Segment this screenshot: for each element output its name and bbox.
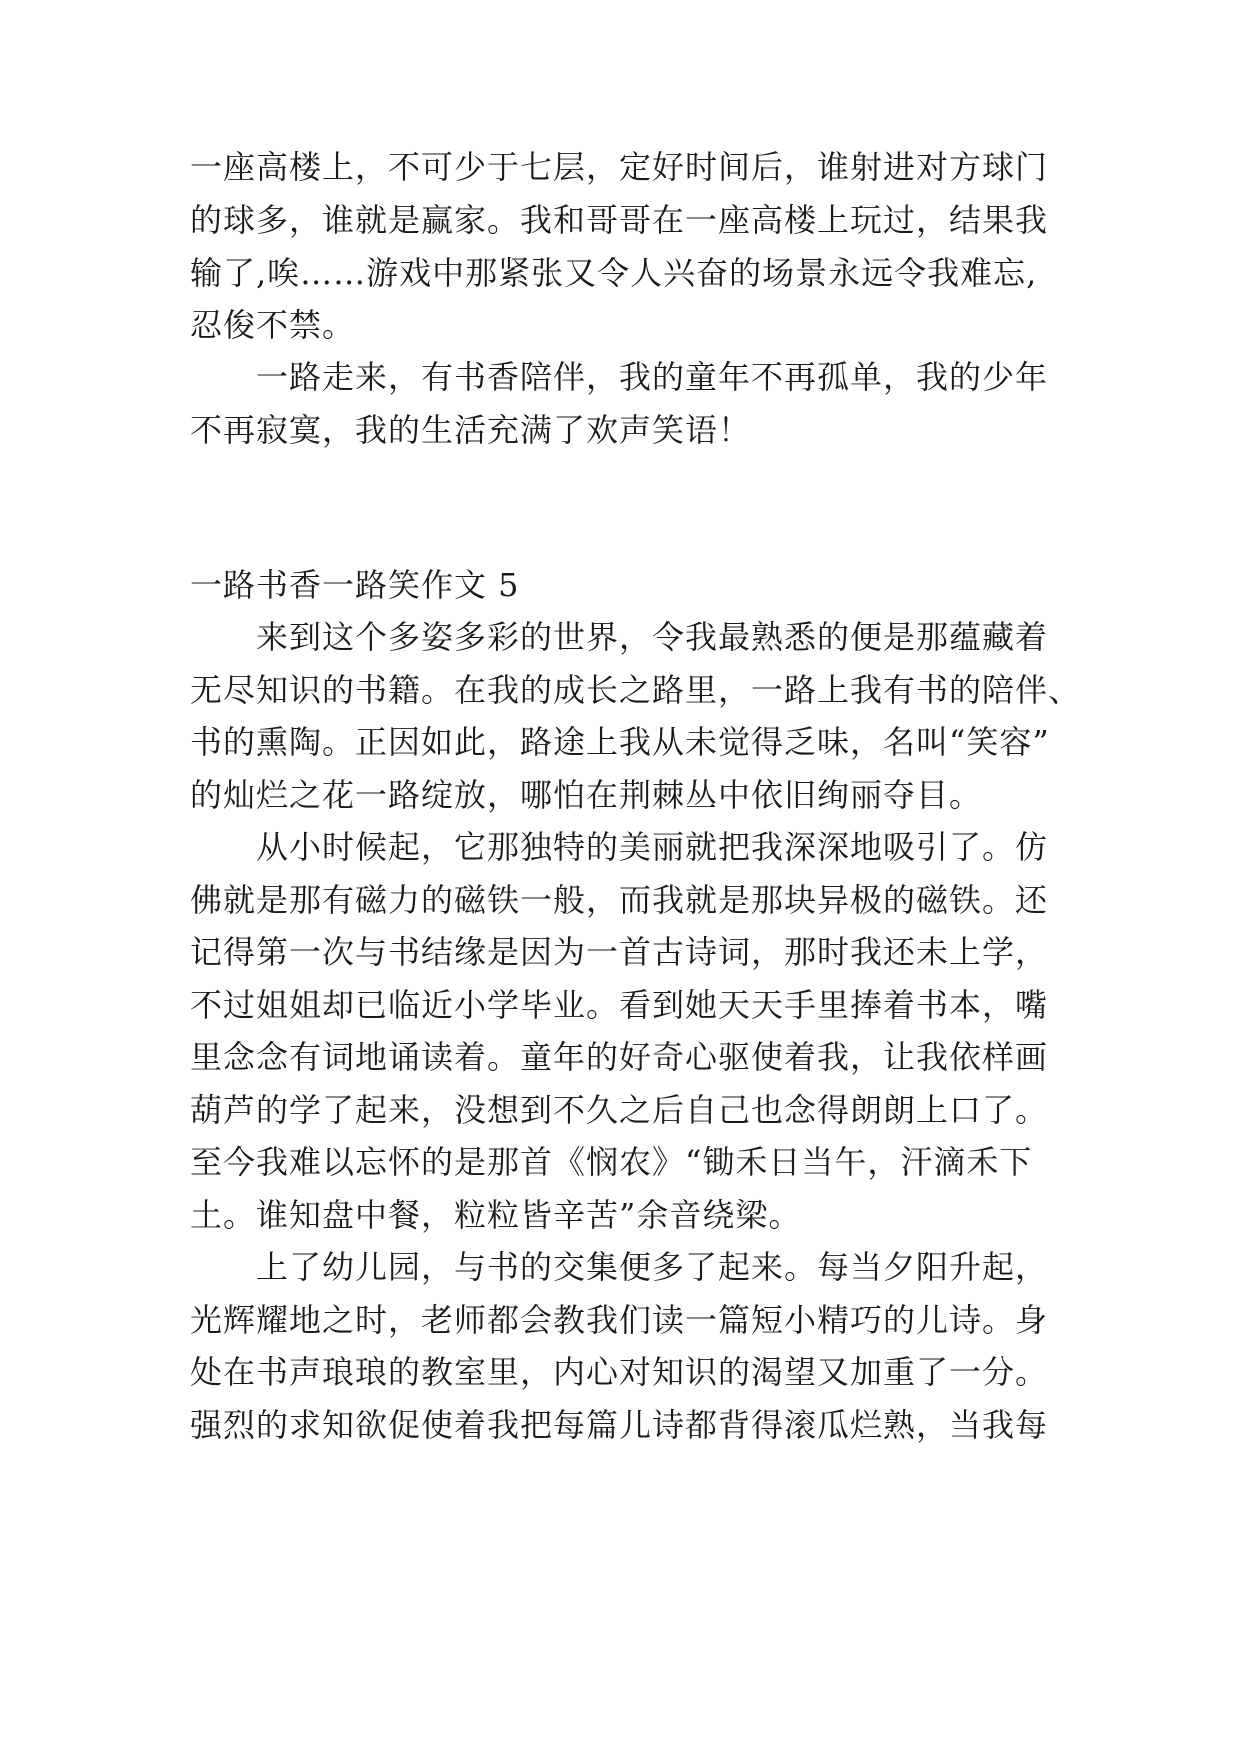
paragraph-line: 的球多，谁就是赢家。我和哥哥在一座高楼上玩过，结果我 <box>190 201 1049 239</box>
paragraph-line: 无尽知识的书籍。在我的成长之路里，一路上我有书的陪伴、 <box>190 671 1082 709</box>
paragraph-line: 从小时候起，它那独特的美丽就把我深深地吸引了。仿 <box>256 828 1049 866</box>
paragraph-line: 忍俊不禁。 <box>190 306 356 344</box>
paragraph-line: 里念念有词地诵读着。童年的好奇心驱使着我，让我依样画 <box>190 1038 1049 1076</box>
paragraph-line: 强烈的求知欲促使着我把每篇儿诗都背得滚瓜烂熟，当我每 <box>190 1406 1049 1444</box>
paragraph-line: 书的熏陶。正因如此，路途上我从未觉得乏味，名叫“笑容” <box>190 723 1050 761</box>
paragraph-line: 不再寂寞，我的生活充满了欢声笑语！ <box>190 411 752 449</box>
paragraph-line: 处在书声琅琅的教室里，内心对知识的渴望又加重了一分。 <box>190 1353 1049 1391</box>
paragraph-line: 土。谁知盘中餐，粒粒皆辛苦”余音绕梁。 <box>190 1196 802 1234</box>
paragraph-line: 不过姐姐却已临近小学毕业。看到她天天手里捧着书本，嘴 <box>190 986 1049 1024</box>
paragraph-line: 一路走来，有书香陪伴，我的童年不再孤单，我的少年 <box>256 358 1049 396</box>
paragraph-line: 光辉耀地之时，老师都会教我们读一篇短小精巧的儿诗。身 <box>190 1301 1049 1339</box>
paragraph-line: 上了幼儿园，与书的交集便多了起来。每当夕阳升起， <box>256 1248 1049 1286</box>
paragraph-line: 佛就是那有磁力的磁铁一般，而我就是那块异极的磁铁。还 <box>190 881 1049 919</box>
paragraph-line: 来到这个多姿多彩的世界，令我最熟悉的便是那蕴藏着 <box>256 618 1049 656</box>
paragraph-line: 的灿烂之花一路绽放，哪怕在荆棘丛中依旧绚丽夺目。 <box>190 776 983 814</box>
paragraph-line: 记得第一次与书结缘是因为一首古诗词，那时我还未上学， <box>190 933 1049 971</box>
paragraph-line: 葫芦的学了起来，没想到不久之后自己也念得朗朗上口了。 <box>190 1091 1049 1129</box>
section-heading: 一路书香一路笑作文 5 <box>190 566 520 604</box>
paragraph-line: 输了,唉……游戏中那紧张又令人兴奋的场景永远令我难忘, <box>190 254 1038 292</box>
paragraph-line: 至今我难以忘怀的是那首《悯农》“锄禾日当午，汗滴禾下 <box>190 1143 1033 1181</box>
paragraph-line: 一座高楼上，不可少于七层，定好时间后，谁射进对方球门 <box>190 148 1049 186</box>
